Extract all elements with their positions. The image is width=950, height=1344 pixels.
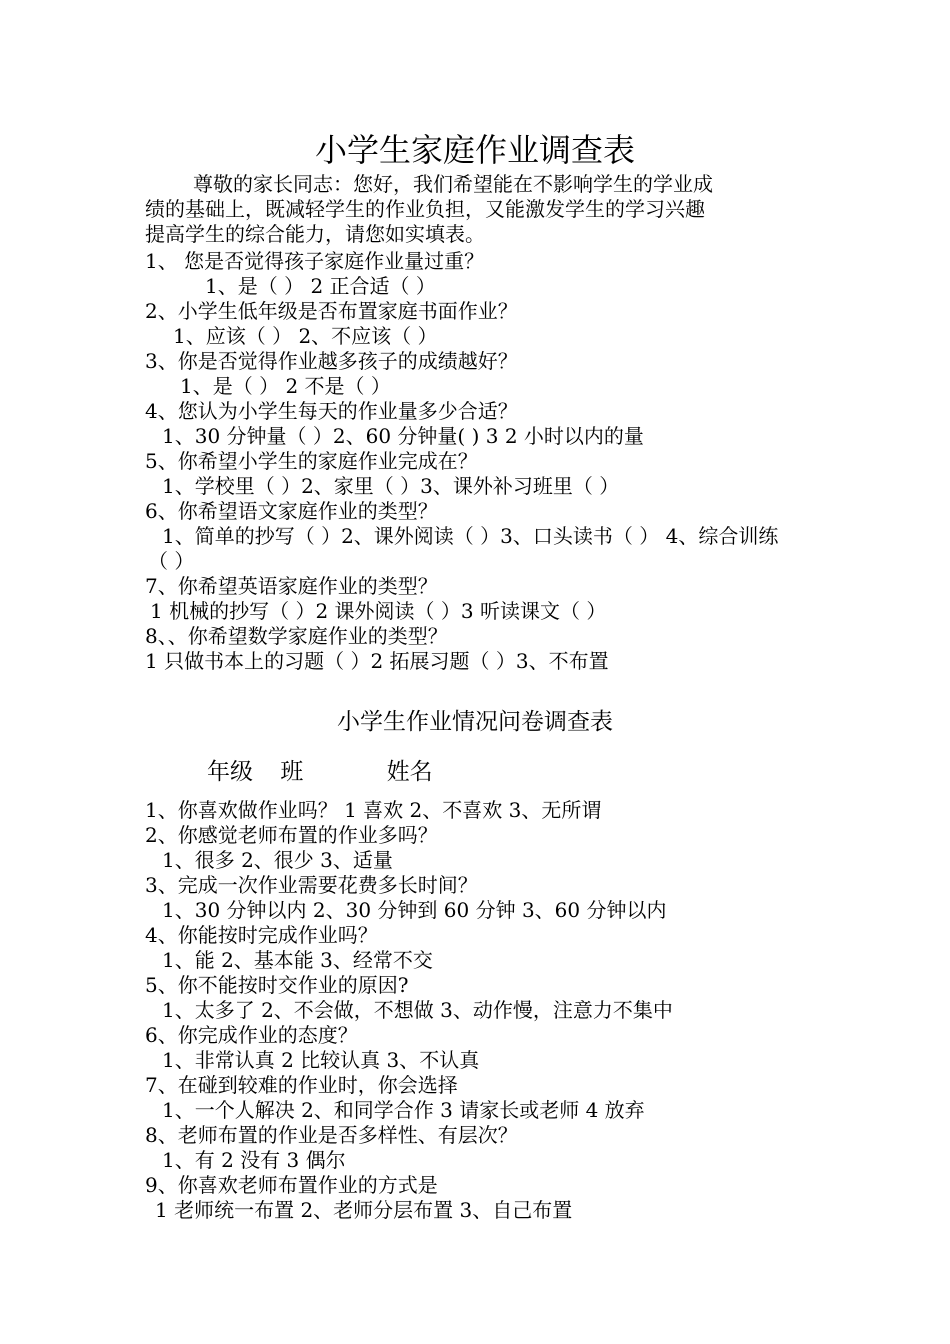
survey1-title: 小学生家庭作业调查表 xyxy=(314,131,635,169)
answer-options: 1 老师统一布置 2、老师分层布置 3、自己布置 xyxy=(155,1198,573,1222)
answer-options: 1 机械的抄写（ ）2 课外阅读（ ）3 听读课文（ ） xyxy=(150,599,607,623)
answer-options: 1、学校里（ ）2、家里（ ）3、课外补习班里（ ） xyxy=(162,474,620,498)
intro-line: 尊敬的家长同志：您好，我们希望能在不影响学生的学业成 xyxy=(193,172,713,196)
question-3: 3、完成一次作业需要花费多长时间？ xyxy=(145,873,478,897)
answer-options: 1、一个人解决 2、和同学合作 3 请家长或老师 4 放弃 xyxy=(162,1098,645,1122)
question-9: 9、你喜欢老师布置作业的方式是 xyxy=(145,1173,438,1197)
question-2: 2、小学生低年级是否布置家庭书面作业？ xyxy=(145,299,518,323)
answer-options: 1、是（ ） 2 不是（ ） xyxy=(180,374,391,398)
question-3: 3、你是否觉得作业越多孩子的成绩越好？ xyxy=(145,349,518,373)
grade-label: 年级 xyxy=(207,759,253,785)
answer-options: 1、是（ ） 2 正合适（ ） xyxy=(205,274,436,298)
question-1: 1、你喜欢做作业吗？ 1 喜欢 2、不喜欢 3、无所谓 xyxy=(145,798,602,822)
question-5: 5、你不能按时交作业的原因? xyxy=(145,973,409,997)
survey2-title: 小学生作业情况问卷调查表 xyxy=(337,709,613,735)
class-label: 班 xyxy=(280,759,304,785)
answer-options: 1、30 分钟量（ ）2、60 分钟量( ) 3 2 小时以内的量 xyxy=(162,424,644,448)
answer-options: 1、能 2、基本能 3、经常不交 xyxy=(162,948,433,972)
question-6: 6、你希望语文家庭作业的类型？ xyxy=(145,499,438,523)
question-5: 5、你希望小学生的家庭作业完成在？ xyxy=(145,449,478,473)
question-2: 2、你感觉老师布置的作业多吗？ xyxy=(145,823,438,847)
answer-options: 1、30 分钟以内 2、30 分钟到 60 分钟 3、60 分钟以内 xyxy=(162,898,667,922)
name-label: 姓名 xyxy=(386,759,433,785)
answer-options-continued: （ ） xyxy=(148,549,195,573)
answer-options: 1、很多 2、很少 3、适量 xyxy=(162,848,393,872)
question-1: 1、 您是否觉得孩子家庭作业量过重？ xyxy=(145,249,485,273)
grade-class-name-line xyxy=(207,756,433,788)
intro-line: 绩的基础上，既减轻学生的作业负担，又能激发学生的学习兴趣 xyxy=(145,197,705,221)
intro-line: 提高学生的综合能力，请您如实填表。 xyxy=(145,222,485,246)
answer-options: 1、简单的抄写（ ）2、课外阅读（ ）3、口头读书（ ） 4、综合训练 xyxy=(162,524,779,548)
question-7: 7、在碰到较难的作业时，你会选择 xyxy=(145,1073,458,1097)
question-4: 4、你能按时完成作业吗？ xyxy=(145,923,378,947)
answer-options: 1 只做书本上的习题（ ）2 拓展习题（ ）3、不布置 xyxy=(145,649,609,673)
answer-options: 1、应该（ ） 2、不应该（ ） xyxy=(173,324,438,348)
answer-options: 1、太多了 2、不会做，不想做 3、动作慢，注意力不集中 xyxy=(162,998,673,1022)
question-7: 7、你希望英语家庭作业的类型？ xyxy=(145,574,438,598)
question-8: 8、老师布置的作业是否多样性、有层次？ xyxy=(145,1123,518,1147)
question-8: 8、、你希望数学家庭作业的类型？ xyxy=(145,624,448,648)
question-6: 6、你完成作业的态度？ xyxy=(145,1023,358,1047)
answer-options: 1、有 2 没有 3 偶尔 xyxy=(162,1148,346,1172)
survey1-intro xyxy=(145,172,810,247)
answer-options: 1、非常认真 2 比较认真 3、不认真 xyxy=(162,1048,480,1072)
question-4: 4、您认为小学生每天的作业量多少合适？ xyxy=(145,399,518,423)
